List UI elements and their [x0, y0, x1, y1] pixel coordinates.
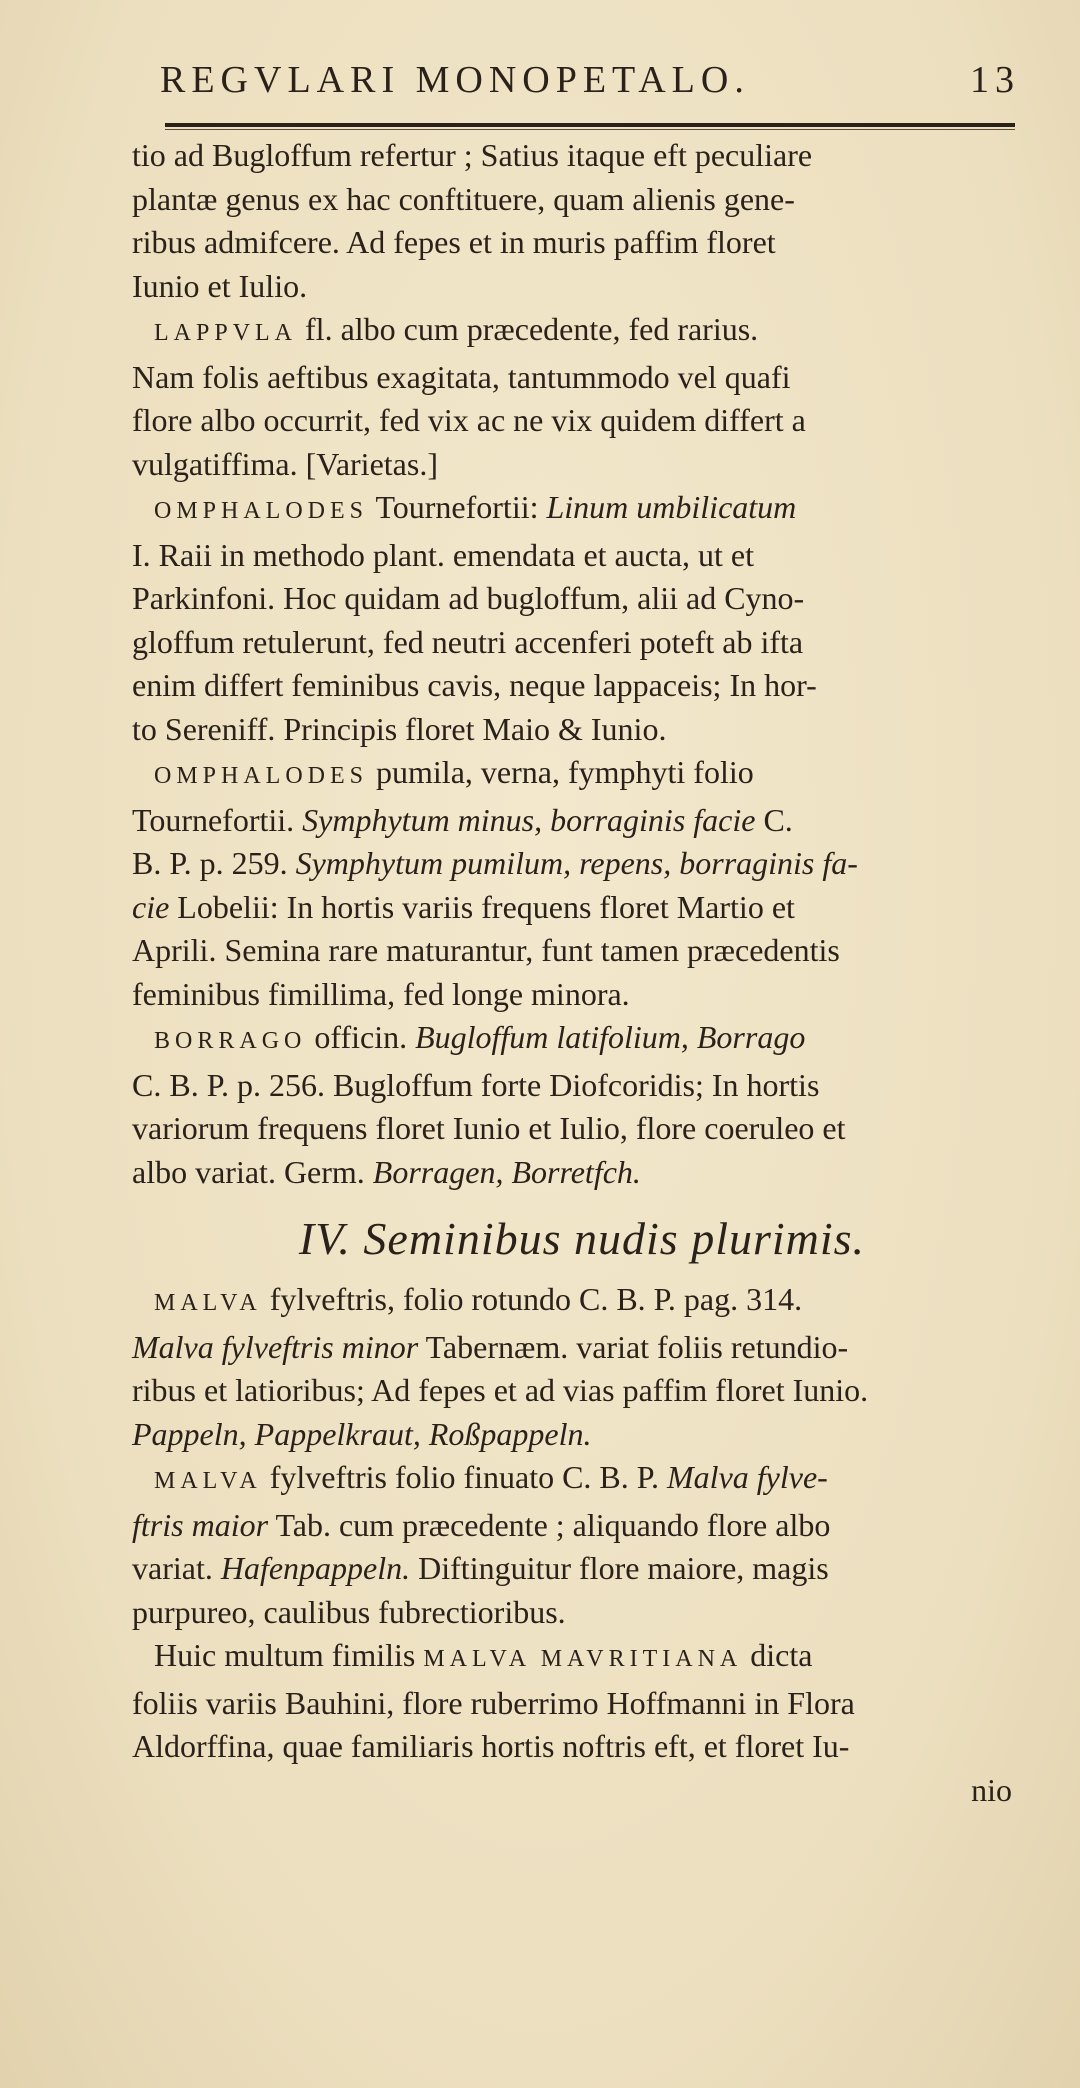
entry-omphalodes-pumila	[132, 751, 1032, 799]
text-line: tio ad Bugloffum refertur ; Satius itaque eft peculiare	[132, 137, 813, 173]
text-line: C. B. P. p. 256. Bugloffum forte Diofcoridis; In hortis	[132, 1066, 820, 1103]
text-line: I. Raii in methodo plant. emendata et aucta, ut et	[132, 536, 755, 573]
text-run: variat.	[132, 1550, 221, 1586]
italic-run: Malva fylveftris minor	[132, 1328, 419, 1365]
text-run: C.	[755, 801, 793, 838]
text-line: gloffum retulerunt, fed neutri accenferi poteft ab ifta	[132, 623, 804, 660]
running-title: REGVLARI MONOPETALO.	[160, 59, 750, 101]
header-rule	[165, 123, 1015, 127]
italic-run: Symphytum pumilum, repens, borraginis fa-	[295, 845, 858, 881]
italic-run: cie	[132, 888, 170, 925]
section-heading: IV. Seminibus nudis plurimis.	[298, 1213, 866, 1264]
text-line: plantæ genus ex hac conftituere, quam alienis gene-	[132, 180, 795, 217]
text-run: Huic multum fimilis	[154, 1637, 424, 1673]
entry-malva	[132, 1278, 1032, 1326]
text-run: fylveftris, folio rotundo C. B. P. pag. 314.	[261, 1281, 803, 1317]
text-line: variorum frequens floret Iunio et Iulio, flore coeruleo et	[132, 1110, 846, 1146]
text-line: Aldorffina, quae familiaris hortis noftris eft, et floret Iu-	[132, 1728, 850, 1764]
italic-run: Linum umbilicatum	[546, 489, 797, 525]
text-run: pumila, verna, fymphyti folio	[368, 754, 754, 790]
genus-name: MALVA	[154, 1468, 262, 1494]
text-line: flore albo occurrit, fed vix ac ne vix quidem differt a	[132, 402, 806, 438]
entry-borrago	[132, 1016, 1032, 1064]
text-run: Tab. cum præcedente ; aliquando flore albo	[268, 1506, 831, 1543]
text-line: Parkinfoni. Hoc quidam ad bugloffum, alii ad Cyno-	[132, 580, 805, 616]
text-run: officin.	[306, 1019, 416, 1055]
text-line: ribus et latioribus; Ad fepes et ad vias paffim floret Iunio.	[132, 1372, 869, 1408]
italic-run: Symphytum minus, borraginis facie	[302, 801, 756, 838]
text-line: nio	[971, 1771, 1012, 1808]
text-line	[132, 1326, 1032, 1370]
text-line: feminibus fimillima, fed longe minora.	[132, 975, 630, 1012]
text-run: albo variat. Germ.	[132, 1153, 373, 1190]
genus-name: MALVA	[154, 1290, 262, 1316]
text-run: Tournefortii.	[132, 801, 303, 838]
entry-lappvla	[132, 308, 1032, 356]
text-run: Tabernæm. variat foliis retundio-	[418, 1328, 849, 1365]
text-line	[132, 799, 1032, 843]
body-text	[132, 134, 1032, 1812]
text-line	[132, 1151, 1032, 1195]
text-run: B. P. p. 259.	[132, 845, 296, 881]
header-rule-thin	[165, 129, 1015, 130]
page-number: 13	[970, 59, 1020, 101]
text-run: dicta	[742, 1637, 813, 1673]
text-line	[132, 886, 1032, 930]
italic-run: Malva fylve-	[667, 1459, 828, 1495]
entry-malva-mauritiana	[132, 1634, 1032, 1682]
text-line: Iunio et Iulio.	[132, 267, 308, 304]
text-run: fylveftris folio finuato C. B. P.	[261, 1459, 668, 1495]
text-line: ribus admifcere. Ad fepes et in muris paffim floret	[132, 224, 776, 260]
text-line: foliis variis Bauhini, flore ruberrimo Hoffmanni in Flora	[132, 1684, 855, 1721]
italic-run: ftris maior	[132, 1506, 269, 1543]
text-line: enim differt feminibus cavis, neque lappaceis; In hor-	[132, 667, 817, 703]
text-line: Pappeln, Pappelkraut, Roßpappeln.	[132, 1415, 592, 1452]
italic-run: Bugloffum latifolium, Borrago	[415, 1019, 806, 1055]
text-line: purpureo, caulibus fubrectioribus.	[132, 1593, 566, 1630]
text-run: fl. albo cum præcedente, fed rarius.	[297, 311, 759, 347]
genus-name: OMPHALODES	[154, 763, 369, 789]
text-line: vulgatiffima. [Varietas.]	[132, 445, 438, 482]
italic-run: Hafenpappeln.	[220, 1550, 411, 1586]
entry-malva-sinuato	[132, 1456, 1032, 1504]
genus-name: BORRAGO	[154, 1028, 307, 1054]
genus-name: OMPHALODES	[154, 498, 369, 524]
text-line: Aprili. Semina rare maturantur, funt tamen præcedentis	[132, 932, 840, 968]
text-line	[132, 842, 1032, 886]
text-run: Lobelii: In hortis variis frequens floret Martio et	[169, 888, 795, 925]
text-line: to Sereniff. Principis floret Maio & Iunio.	[132, 710, 667, 747]
text-line	[132, 1504, 1032, 1548]
text-line	[132, 1547, 1032, 1591]
text-run: Tournefortii:	[368, 489, 547, 525]
genus-name: MALVA MAVRITIANA	[423, 1646, 743, 1672]
text-run: Diftinguitur flore maiore, magis	[410, 1550, 829, 1586]
italic-run: Borragen, Borretfch.	[372, 1153, 641, 1190]
entry-omphalodes	[132, 486, 1032, 534]
text-line: Nam folis aeftibus exagitata, tantummodo vel quafi	[132, 358, 791, 395]
genus-name: LAPPVLA	[154, 320, 298, 346]
